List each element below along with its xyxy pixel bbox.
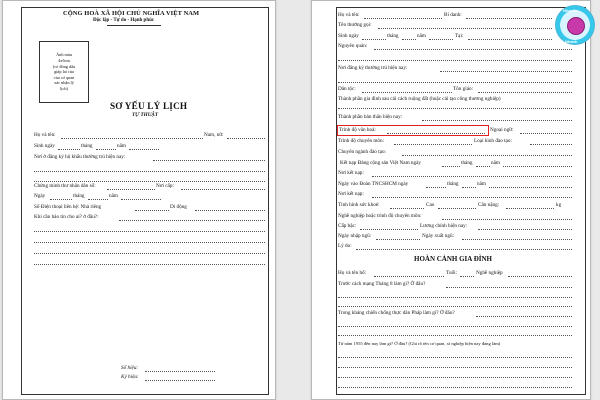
field-label-since-1955: Từ năm 1955 đến nay làm gì? Ở đâu? (Ghi rõ tên cơ quan, xí nghiệp hiện nay đang làm): [338, 341, 501, 346]
field-label-full-name: Họ và tên:: [338, 12, 360, 18]
fill-line: [107, 189, 155, 190]
fill-line: [374, 276, 444, 277]
fill-line: [440, 71, 572, 72]
field-label-year: năm: [117, 143, 126, 149]
fill-line: [372, 176, 572, 177]
field-label-year: năm: [417, 33, 426, 39]
fill-line: [402, 155, 572, 156]
fill-line: [360, 229, 418, 230]
logo-text-bottom: Nhanh: [565, 39, 578, 44]
fill-line: [338, 377, 572, 378]
field-label-father-occupation: Nghề nghiệp: [476, 270, 503, 276]
fill-line: [34, 231, 265, 232]
fill-line: [227, 138, 265, 139]
fill-line: [426, 187, 446, 188]
field-label-discharge-date: Ngày xuất ngũ:: [422, 233, 454, 239]
fill-line: [506, 208, 554, 209]
fill-line: [402, 39, 416, 40]
fill-line: [442, 219, 572, 220]
field-label-ethnicity: Dân tộc:: [338, 86, 356, 92]
field-label-birth-day: Sinh ngày: [34, 143, 55, 149]
field-label-height: Cao: [426, 202, 435, 208]
fill-line: [338, 335, 572, 336]
field-label-family-class: Thành phần gia đình sau cải cách ruộng đất (hoặc cải tạo công thương nghiệp): [338, 96, 501, 102]
field-label-gender: Nam, nữ:: [204, 132, 224, 138]
field-label-mobile: Di động: [170, 204, 187, 210]
fill-line: [478, 229, 572, 230]
fill-line: [476, 166, 490, 167]
code-label: Ký hiệu:: [121, 374, 139, 380]
fill-line: [129, 149, 159, 150]
fill-line: [446, 287, 572, 288]
fill-line: [338, 326, 572, 327]
field-label-month: tháng: [387, 33, 399, 39]
fill-line: [338, 108, 572, 109]
field-label-before-revolution: Trước cách mạng Tháng 8 làm gì? Ở đâu?: [338, 281, 426, 287]
fill-line: [460, 276, 474, 277]
fill-line: [338, 297, 572, 298]
fill-line: [34, 171, 265, 172]
field-label-occupation: Nghề nghiệp hoặc trình độ chuyên môn:: [338, 213, 422, 219]
field-label-id-number: Chứng minh thư nhân dân số:: [34, 183, 96, 189]
fill-line: [394, 144, 472, 145]
fill-line: [478, 92, 572, 93]
logo-emblem: [567, 17, 585, 35]
fill-line: [338, 82, 572, 83]
fill-line: [520, 133, 572, 134]
field-label-issue-day: Ngày: [34, 193, 46, 199]
field-label-emergency-contact: Khi cần báo tin cho ai? ở đâu?:: [34, 214, 99, 220]
field-label-professional-level: Trình độ chuyên môn:: [338, 138, 385, 144]
field-label-father-name: Họ và tên bố:: [338, 270, 367, 276]
fill-line: [338, 306, 572, 307]
fill-line: [503, 166, 572, 167]
field-label-admission-place: Nơi kết nạp:: [338, 191, 364, 197]
fill-line: [374, 49, 572, 50]
photo-text-line: xác nhận lý: [54, 80, 74, 86]
fill-line: [462, 239, 572, 240]
photo-text-line: lịch): [60, 85, 68, 91]
logo-text-top: NhanSu: [563, 8, 579, 13]
field-label-month: tháng: [447, 181, 459, 187]
photo-text-line: 4x6cm: [58, 58, 70, 64]
header-national-title: CỘNG HOÀ XÃ HỘI CHỦ NGHĨA VIỆT NAM: [63, 10, 200, 17]
fill-line: [378, 28, 552, 29]
fill-line: [362, 39, 386, 40]
fill-line: [476, 316, 572, 317]
fill-line: [145, 371, 215, 372]
fill-line: [153, 160, 265, 161]
field-label-admission-place: Nơi kết nạp:: [338, 170, 364, 176]
field-label-common-name: Tên thường gọi:: [338, 22, 372, 28]
fill-line: [34, 253, 265, 254]
field-label-month: tháng: [81, 143, 93, 149]
fill-line: [96, 149, 116, 150]
document-title: SƠ YẾU LÝ LỊCH: [110, 101, 188, 111]
field-label-alias: Bí danh:: [444, 12, 462, 18]
fill-line: [429, 39, 453, 40]
field-label-kg: kg: [556, 202, 562, 208]
document-subtitle: TỰ THUẬT: [132, 112, 159, 118]
field-label-enlistment-date: Ngày nhập ngũ:: [338, 233, 372, 239]
fill-line: [145, 380, 215, 381]
fill-line: [50, 199, 72, 200]
fill-line: [34, 242, 265, 243]
fill-line: [462, 187, 476, 188]
photo-text-line: Ảnh màu: [56, 52, 72, 58]
fill-line: [88, 199, 108, 200]
fill-line: [34, 264, 265, 265]
fill-line: [362, 92, 452, 93]
fill-line: [390, 208, 424, 209]
fill-line: [364, 18, 442, 19]
fill-line: [58, 149, 80, 150]
fill-line: [508, 276, 572, 277]
field-label-permanent-address: Nơi đăng ký thường trú hiện nay:: [338, 65, 408, 71]
fill-line: [61, 138, 203, 139]
field-label-hometown: Nguyên quán:: [338, 43, 368, 49]
fill-line: [489, 187, 572, 188]
fill-line: [338, 367, 572, 368]
fill-line: [121, 199, 161, 200]
field-label-home-phone: Số Điện thoại liên hệ: Nhà riêng: [34, 204, 102, 210]
field-label-residence: Nơi ở đăng ký hộ khẩu thường trú hiện nay:: [34, 154, 126, 160]
fill-line: [468, 39, 552, 40]
field-label-personal-class: Thành phần bản thân hiện nay:: [338, 114, 403, 120]
photo-placeholder-box: [39, 41, 89, 103]
header-underline: [107, 25, 161, 26]
education-level-highlight-box: [337, 125, 489, 136]
field-label-year: năm: [477, 181, 486, 187]
field-label-youth-union: Ngày vào Đoàn TNCSHCM ngày: [338, 181, 409, 187]
fill-line: [34, 181, 265, 182]
fill-line: [338, 387, 572, 388]
field-label-weight: Cân nặng:: [478, 202, 500, 208]
field-label-health: Tình hình sức khoẻ:: [338, 202, 380, 208]
photo-text-line: (có đóng dấu: [52, 63, 76, 69]
field-label-full-name: Họ và tên:: [34, 132, 56, 138]
fill-line: [119, 220, 265, 221]
field-label-salary: Lương chính hiện nay:: [420, 223, 468, 229]
fill-line: [181, 189, 265, 190]
field-label-month: tháng: [461, 160, 473, 166]
fill-line: [195, 210, 265, 211]
header-motto: Độc lập - Tự do - Hạnh phúc: [93, 18, 155, 23]
field-label-year: năm: [109, 193, 118, 199]
fill-line: [338, 357, 572, 358]
family-section-title: HOÀN CẢNH GIA ĐÌNH: [414, 255, 492, 263]
field-label-training-type: Loại hình đào tạo:: [474, 138, 512, 144]
fill-line: [438, 208, 476, 209]
photo-text-line: của cơ quan: [53, 74, 75, 80]
field-label-month: tháng: [73, 193, 85, 199]
field-label-party-admission: Kết nạp Đảng cộng sản Việt Nam ngày: [340, 160, 421, 166]
fill-line: [338, 60, 572, 61]
field-label-foreign-language: Ngoại ngữ:: [490, 127, 514, 133]
field-label-birthplace: Tại:: [455, 33, 464, 39]
photo-text-line: giáp lai của: [54, 69, 74, 75]
field-label-education-level: Trình độ văn hoá:: [339, 127, 376, 133]
field-label-reason: Lý do:: [338, 243, 352, 249]
serial-number-label: Số hiệu:: [121, 365, 139, 371]
fill-line: [135, 210, 169, 211]
field-label-birth-day: Sinh ngày: [338, 33, 359, 39]
fill-line: [422, 120, 572, 121]
field-label-resistance-war: Trong kháng chiến chống thực dân Pháp làm gì? Ở đâu?: [338, 310, 455, 316]
field-label-age: Tuổi:: [446, 270, 458, 276]
fill-line: [442, 166, 460, 167]
fill-line: [356, 249, 572, 250]
field-label-year: năm: [491, 160, 500, 166]
fill-line: [372, 197, 572, 198]
fill-line: [530, 144, 572, 145]
field-label-issue-place: Nơi cấp:: [156, 183, 174, 189]
nhansu-logo: [555, 5, 595, 45]
field-label-rank: Cấp bậc:: [338, 223, 357, 229]
fill-line: [376, 239, 420, 240]
field-label-religion: Tôn giáo:: [453, 86, 474, 92]
fill-line: [466, 18, 552, 19]
document-page-left: [2, 0, 276, 400]
field-label-major: Chuyên ngành đào tạo:: [338, 149, 386, 155]
